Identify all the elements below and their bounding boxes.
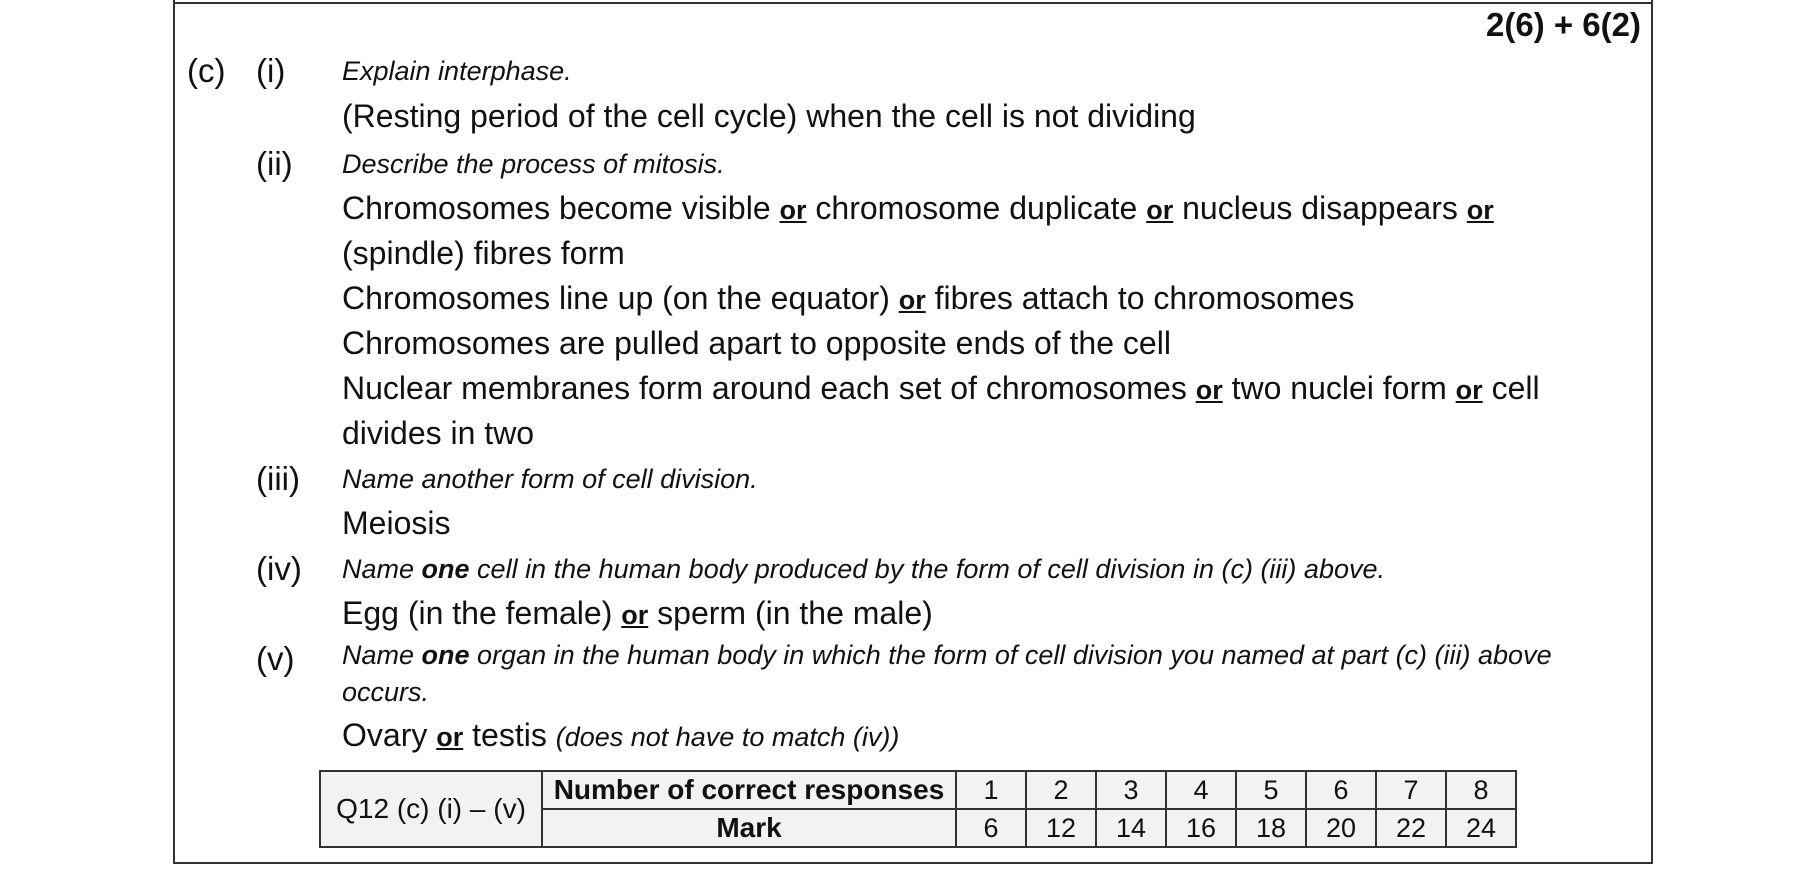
mark-table bbox=[319, 770, 1517, 848]
text: Nuclear membranes form around each set of chromosomes bbox=[342, 370, 1196, 406]
note: (does not have to match (iv)) bbox=[555, 722, 900, 752]
item-label-v: (v) bbox=[256, 640, 295, 677]
mark-cell: 20 bbox=[1306, 809, 1376, 847]
or-word: or bbox=[1146, 195, 1174, 225]
emphasis: one bbox=[421, 640, 470, 670]
or-word: or bbox=[1466, 195, 1494, 225]
mark-cell: 16 bbox=[1166, 809, 1236, 847]
item-label-i: (i) bbox=[256, 52, 286, 89]
response-cell: 2 bbox=[1026, 771, 1096, 809]
item-label-ii: (ii) bbox=[256, 145, 293, 182]
answer-ii-line1 bbox=[342, 190, 1494, 227]
text: Ovary bbox=[342, 717, 437, 753]
responses-header: Number of correct responses bbox=[542, 771, 956, 809]
or-word: or bbox=[898, 285, 926, 315]
mark-cell: 22 bbox=[1376, 809, 1446, 847]
response-cell: 3 bbox=[1096, 771, 1166, 809]
mark-cell: 14 bbox=[1096, 809, 1166, 847]
emphasis: one bbox=[421, 554, 470, 584]
marks-header: 2(6) + 6(2) bbox=[1486, 6, 1641, 43]
response-cell: 5 bbox=[1236, 771, 1306, 809]
response-cell: 4 bbox=[1166, 771, 1236, 809]
item-label-iii: (iii) bbox=[256, 460, 300, 497]
question-iv bbox=[342, 554, 1385, 585]
response-cell: 1 bbox=[956, 771, 1026, 809]
text: Chromosomes line up (on the equator) bbox=[342, 280, 899, 316]
answer-ii-line5 bbox=[342, 370, 1540, 407]
answer-iv bbox=[342, 595, 933, 632]
response-cell: 6 bbox=[1306, 771, 1376, 809]
or-word: or bbox=[621, 600, 649, 630]
answer-i: (Resting period of the cell cycle) when the cell is not dividing bbox=[342, 98, 1196, 134]
text: cell in the human body produced by the form of cell division in (c) (iii) above. bbox=[469, 554, 1385, 584]
text: cell bbox=[1482, 370, 1540, 406]
table-row bbox=[320, 771, 1516, 809]
answer-ii-line2: (spindle) fibres form bbox=[342, 235, 625, 271]
text: fibres attach to chromosomes bbox=[925, 280, 1355, 316]
text: testis bbox=[463, 717, 556, 753]
text: Chromosomes become visible bbox=[342, 190, 780, 226]
text: organ in the human body in which the form of cell division you named at part (c) (iii) above bbox=[469, 640, 1552, 670]
mark-cell: 12 bbox=[1026, 809, 1096, 847]
question-v-line2: occurs. bbox=[342, 677, 430, 707]
text: Egg (in the female) bbox=[342, 595, 622, 631]
response-cell: 8 bbox=[1446, 771, 1516, 809]
answer-ii-line3 bbox=[342, 280, 1354, 317]
text: Name bbox=[342, 554, 422, 584]
part-label: (c) bbox=[187, 52, 226, 89]
question-iii: Name another form of cell division. bbox=[342, 464, 758, 494]
text: two nuclei form bbox=[1222, 370, 1456, 406]
response-cell: 7 bbox=[1376, 771, 1446, 809]
question-ii: Describe the process of mitosis. bbox=[342, 149, 725, 179]
question-v bbox=[342, 640, 1552, 671]
item-label-iv: (iv) bbox=[256, 550, 302, 587]
mark-cell: 24 bbox=[1446, 809, 1516, 847]
answer-ii-line6: divides in two bbox=[342, 415, 535, 451]
text: nucleus disappears bbox=[1173, 190, 1467, 226]
question-i: Explain interphase. bbox=[342, 56, 572, 86]
row-label: Q12 (c) (i) – (v) bbox=[320, 771, 542, 847]
answer-ii-line4: Chromosomes are pulled apart to opposite ends of the cell bbox=[342, 325, 1171, 361]
text: Name bbox=[342, 640, 422, 670]
or-word: or bbox=[1455, 375, 1483, 405]
or-word: or bbox=[1195, 375, 1223, 405]
mark-cell: 6 bbox=[956, 809, 1026, 847]
answer-v bbox=[342, 717, 899, 754]
answer-iii: Meiosis bbox=[342, 505, 451, 541]
mark-header: Mark bbox=[542, 809, 956, 847]
or-word: or bbox=[779, 195, 807, 225]
text: sperm (in the male) bbox=[648, 595, 933, 631]
text: chromosome duplicate bbox=[806, 190, 1147, 226]
mark-cell: 18 bbox=[1236, 809, 1306, 847]
or-word: or bbox=[436, 722, 464, 752]
